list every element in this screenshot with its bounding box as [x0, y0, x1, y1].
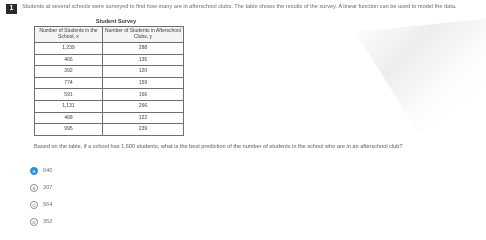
question-prompt: Students at several schools were surveyed to find how many are in afterschool clubs. The table shows the results of the survey. A linear function can be used to model the data.: [22, 4, 457, 10]
table-row: [35, 66, 184, 78]
column-header-y: Number of Students in Afterschool Clubs, y: [102, 27, 183, 43]
cell-x: 1,239: [35, 43, 103, 55]
cell-y: 288: [102, 43, 183, 55]
choice-bubble-d[interactable]: D: [30, 218, 38, 226]
table-row: [35, 112, 184, 124]
cell-x: 468: [35, 112, 103, 124]
survey-table: [34, 26, 184, 136]
table-header-row: [35, 27, 184, 43]
cell-x: 466: [35, 54, 103, 66]
question-number: 1: [6, 4, 17, 14]
cell-y: 159: [102, 77, 183, 89]
table-row: [35, 43, 184, 55]
cell-y: 166: [102, 89, 183, 101]
table-row: [35, 124, 184, 136]
answer-choice-c[interactable]: [30, 200, 52, 210]
answer-choice-d[interactable]: [30, 217, 52, 227]
question-stem: Based on the table, if a school has 1,600 students, what is the best prediction of the number of students in the school who are in an afterschool club?: [34, 144, 403, 150]
column-header-x: Number of Students in the School, x: [35, 27, 103, 43]
cell-y: 266: [102, 100, 183, 112]
table-row: [35, 89, 184, 101]
table-title: Student Survey: [95, 19, 137, 25]
screen-glare: [355, 18, 486, 133]
choice-text-c: 564: [43, 202, 53, 208]
cell-x: 995: [35, 124, 103, 136]
cell-x: 591: [35, 89, 103, 101]
cell-x: 1,131: [35, 100, 103, 112]
choice-text-d: 352: [43, 219, 53, 225]
cell-y: 135: [102, 54, 183, 66]
cell-y: 239: [102, 124, 183, 136]
cell-y: 122: [102, 112, 183, 124]
choice-bubble-c[interactable]: C: [30, 201, 38, 209]
answer-choice-b[interactable]: [30, 183, 52, 193]
choice-bubble-a[interactable]: A: [30, 167, 38, 175]
choice-bubble-b[interactable]: B: [30, 184, 38, 192]
answer-choice-a[interactable]: [30, 166, 52, 176]
cell-y: 120: [102, 66, 183, 78]
table-row: [35, 100, 184, 112]
cell-x: 774: [35, 77, 103, 89]
table-row: [35, 54, 184, 66]
table-row: [35, 77, 184, 89]
choice-text-b: 307: [43, 185, 53, 191]
choice-text-a: 640: [43, 168, 53, 174]
cell-x: 392: [35, 66, 103, 78]
